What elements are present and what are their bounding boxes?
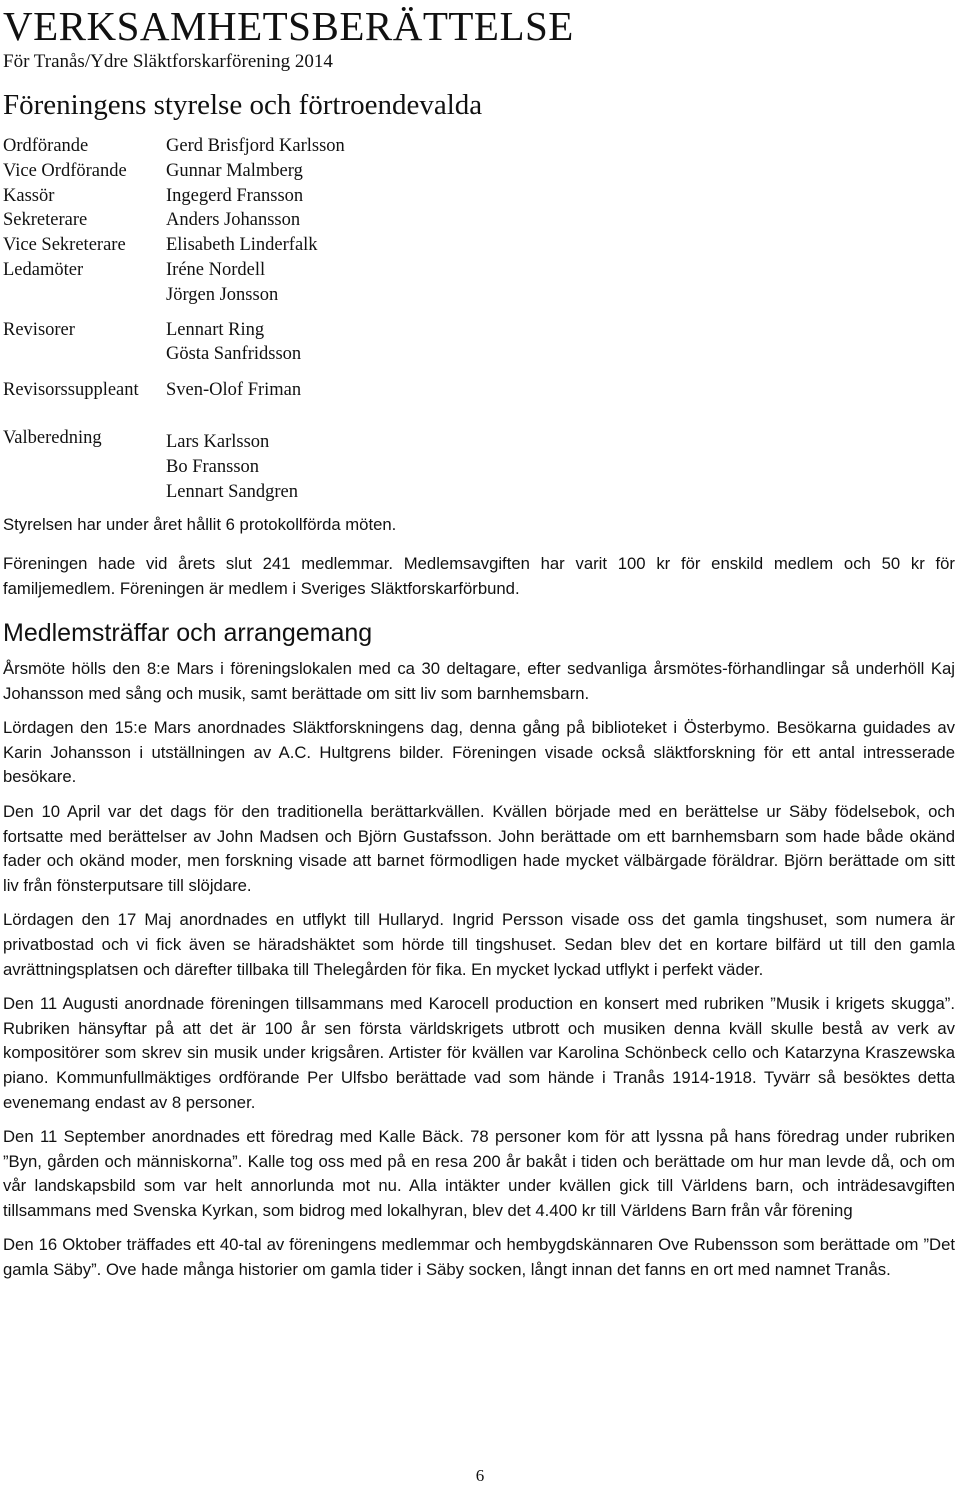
role-label: Kassör xyxy=(3,185,55,206)
role-label: Sekreterare xyxy=(3,210,88,231)
role-row xyxy=(3,426,703,504)
paragraph: Den 10 April var det dags för den traditionella berättarkvällen. Kvällen började med en berättelse ur Säby födelsebok, och fortsatte med berättelser av John Madsen och Björn Gustafsson. John berättade om ett barnhemsbarn som hade både okänd fader och okänd moder, men forskning visade att barnet förmodligen hade mycket välbärgade föräldrar. Björn berättade om sitt liv från fönsterputsare till slöjdare. xyxy=(3,801,955,895)
paragraph: Årsmöte hölls den 8:e Mars i föreningslokalen med ca 30 deltagare, efter sedvanliga årsmötes-förhandlingar så underhöll Kaj Johansson med sång och musik, samt berättade om sitt liv som barnhemsbarn. xyxy=(3,659,955,703)
role-row xyxy=(3,134,703,159)
role-names xyxy=(166,378,301,403)
paragraph: Lördagen den 17 Maj anordnades en utflykt till Hullaryd. Ingrid Persson visade oss det gamla tingshuset, som numera är privatbostad och vi fick även se häradshäktet som hörde till tingshuset. Sedan blev det en kortare bilfärd ut till den gamla avrättningsplatsen och därefter tillbaka till Thelegården för fika. En mycket lyckad utflykt i perfekt väder. xyxy=(3,910,955,979)
events-body xyxy=(3,657,955,1293)
person-name: Elisabeth Linderfalk xyxy=(166,235,318,256)
person-name: Ingegerd Fransson xyxy=(166,185,304,206)
person-name: Lars Karlsson xyxy=(166,431,270,452)
person-name: Gösta Sanfridsson xyxy=(166,344,302,365)
person-name: Lennart Ring xyxy=(166,319,265,340)
paragraph: Den 16 Oktober träffades ett 40-tal av föreningens medlemmar och hembygdskännaren Ove Rubensson som berättade om ”Det gamla Säby”. Ove hade många historier om gamla tider i Säby socken, långt innan det fanns en ort med namnet Tranås. xyxy=(3,1235,955,1280)
role-label: Revisorssuppleant xyxy=(3,380,139,401)
role-row xyxy=(3,233,703,258)
person-name: Sven-Olof Friman xyxy=(166,380,302,401)
role-label: Valberedning xyxy=(3,427,102,448)
role-label: Ledamöter xyxy=(3,259,84,280)
role-row xyxy=(3,258,703,308)
role-row xyxy=(3,208,703,233)
document-subtitle: För Tranås/Ydre Släktforskarförening 2014 xyxy=(3,51,333,72)
role-label: Vice Sekreterare xyxy=(3,235,126,256)
role-label: Vice Ordförande xyxy=(3,160,127,181)
role-names xyxy=(166,208,300,233)
role-row xyxy=(3,318,703,368)
events-heading: Medlemsträffar och arrangemang xyxy=(3,619,373,647)
board-roles xyxy=(3,134,703,504)
role-names xyxy=(166,233,318,258)
role-label: Ordförande xyxy=(3,136,89,156)
paragraph: Lördagen den 15:e Mars anordnades Släktforskningens dag, denna gång på biblioteket i Österbymo. Besökarna guidades av Karin Johansson i utställningen av A.C. Hultgrens bilder. Föreningen visade också släktforskning för ett antal intresserade besökare. xyxy=(3,718,955,787)
person-name: Anders Johansson xyxy=(166,210,301,231)
role-names xyxy=(166,134,345,159)
role-names xyxy=(166,426,298,504)
paragraph: Den 11 Augusti anordnade föreningen tillsammans med Karocell production en konsert med rubriken ”Musik i krigets skugga”. Rubriken hänsyftar på att det är 100 år sen första världskrigets utbrott och musiken denna kväll skulle bestå av verk av kompositörer som skrev sin musik under krigsåren. Artister för kvällen var Karolina Schönbeck cello och Katarzyna Kraszewska piano. Kommunfullmäktiges ordförande Per Ulfsbo berättade vad som hände i Tranås 1914-1918. Tyvärr så besöktes detta evenemang endast av 8 personer. xyxy=(3,994,955,1112)
page-number: 6 xyxy=(475,1466,485,1485)
person-name: Jörgen Jonsson xyxy=(166,284,279,305)
meetings-text: Styrelsen har under året hållit 6 protokollförda möten. xyxy=(3,515,397,534)
person-name: Lennart Sandgren xyxy=(166,481,299,502)
role-names xyxy=(166,258,278,308)
person-name: Gerd Brisfjord Karlsson xyxy=(166,136,345,156)
board-heading: Föreningens styrelse och förtroendevalda xyxy=(3,89,483,121)
paragraph: Den 11 September anordnades ett föredrag med Kalle Bäck. 78 personer kom för att lyssna på hans föredrag under rubriken ”Byn, gården och människorna”. Kalle tog oss med på en resa 200 år bakåt i tiden och berättade om hur man levde då, och om vår landskapsbild som var helt annorlunda mot nu. Alla intäkter under kvällen gick till Världens barn, och inträdesavgiften tillsammans med Svenska Kyrkan, som bidrog med lokalhyran, blev det 4.400 kr till Världens Barn från vår förening xyxy=(3,1127,955,1220)
person-name: Bo Fransson xyxy=(166,456,260,477)
role-names xyxy=(166,159,303,184)
role-row xyxy=(3,159,703,184)
role-label: Revisorer xyxy=(3,319,75,340)
role-row xyxy=(3,378,703,403)
role-names xyxy=(166,318,301,368)
role-names xyxy=(166,184,303,209)
role-row xyxy=(3,184,703,209)
person-name: Iréne Nordell xyxy=(166,259,266,280)
document-title: VERKSAMHETSBERÄTTELSE xyxy=(3,3,574,49)
person-name: Gunnar Malmberg xyxy=(166,160,303,181)
membership-text: Föreningen hade vid årets slut 241 medlemmar. Medlemsavgiften har varit 100 kr för enskild medlem och 50 kr för familjemedlem. Föreningen är medlem i Sveriges Släktforskarförbund. xyxy=(3,554,955,598)
